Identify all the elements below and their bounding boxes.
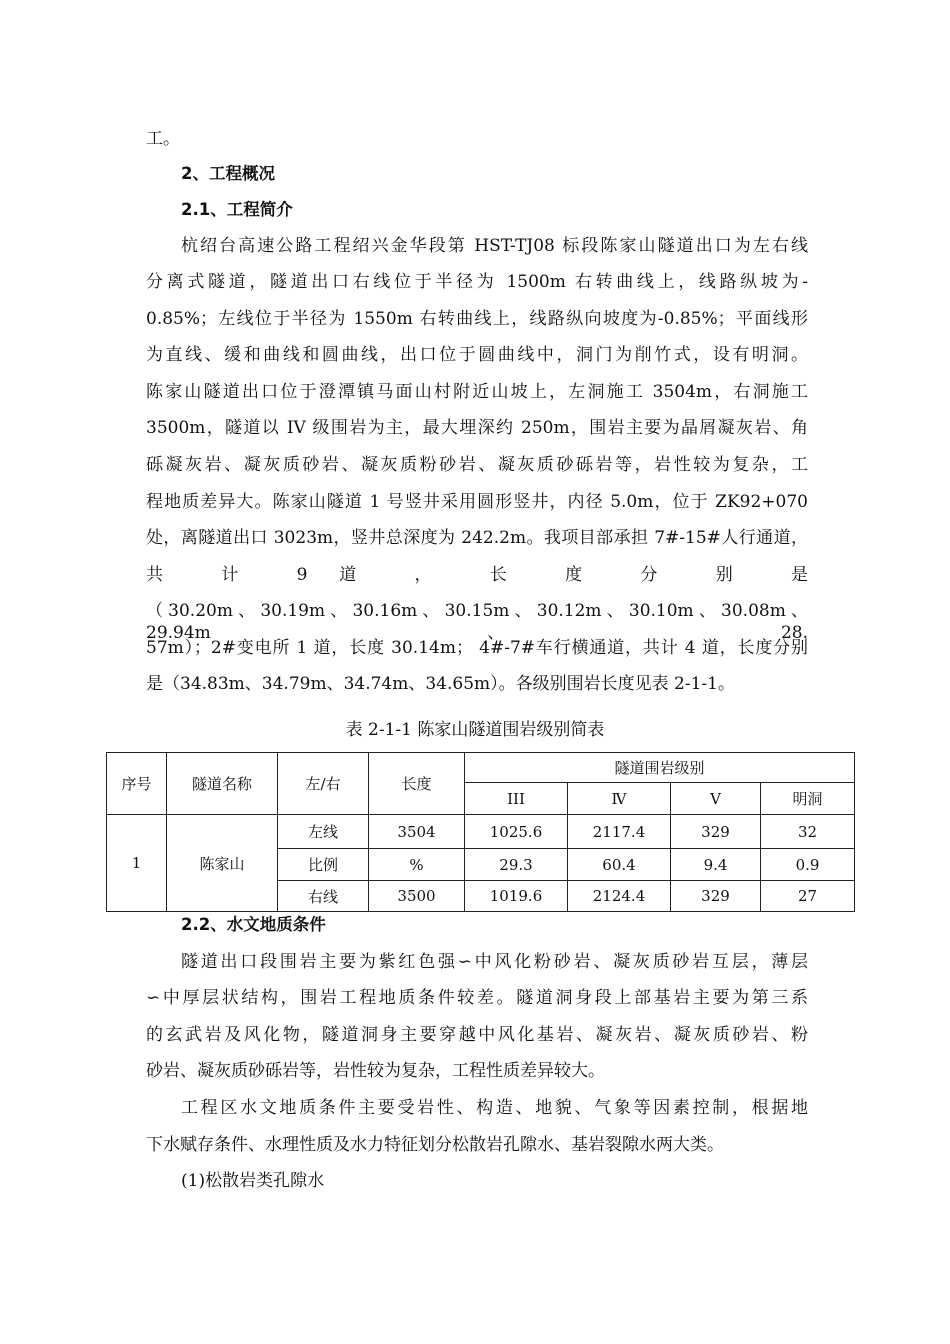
text-line: ∽中厚层状结构，围岩工程地质条件较差。隧道洞身段上部基岩主要为第三系: [146, 988, 808, 1008]
cell-seq: 1: [107, 815, 167, 912]
table-cell: 27: [761, 881, 855, 912]
text-line: 0.85%；左线位于半径为 1550m 右转曲线上，线路纵向坡度为-0.85%；平面线形: [146, 309, 808, 329]
header-rock-grade: 隧道围岩级别: [465, 753, 855, 783]
section-heading: 2、工程概况: [181, 164, 275, 183]
text-line: 下水赋存条件、水理性质及水力特征划分松散岩孔隙水、基岩裂隙水两大类。: [146, 1135, 724, 1155]
header-tunnel-name: 隧道名称: [167, 753, 278, 815]
header-grade-v: V: [671, 783, 761, 815]
table-cell: 29.3: [465, 849, 568, 881]
table-cell: 3500: [369, 881, 465, 912]
table-cell: 60.4: [568, 849, 671, 881]
text-line: 陈家山隧道出口位于澄潭镇马面山村附近山坡上，左洞施工 3504m，右洞施工: [146, 382, 808, 402]
text-line: 是（34.83m、34.79m、34.74m、34.65m）。各级别围岩长度见表 2-1-1。: [146, 674, 735, 694]
table-caption: 表 2-1-1 陈家山隧道围岩级别简表: [345, 720, 605, 740]
table-cell: 2124.4: [568, 881, 671, 912]
text-line: 杭绍台高速公路工程绍兴金华段第 HST-TJ08 标段陈家山隧道出口为左右线: [181, 236, 808, 256]
table-cell: %: [369, 849, 465, 881]
text-line: 砾凝灰岩、凝灰质砂岩、凝灰质粉砂岩、凝灰质砂砾岩等，岩性较为复杂，工: [146, 455, 808, 475]
header-seq: 序号: [107, 753, 167, 815]
header-grade-iv: Ⅳ: [568, 783, 671, 815]
table-cell: 9.4: [671, 849, 761, 881]
subsection-heading: 2.1、工程简介: [181, 200, 293, 219]
header-side: 左/右: [278, 753, 369, 815]
header-length: 长度: [369, 753, 465, 815]
text-line: 工。: [146, 129, 180, 149]
table-cell: 329: [671, 881, 761, 912]
text-line: 砂岩、凝灰质砂砾岩等，岩性较为复杂，工程性质差异较大。: [146, 1061, 605, 1081]
table-cell: 比例: [278, 849, 369, 881]
text-line: 为直线、缓和曲线和圆曲线，出口位于圆曲线中，洞门为削竹式，设有明洞。: [146, 345, 808, 365]
text-line: 处，离隧道出口 3023m，竖井总深度为 242.2m。我项目部承担 7#-15#人行通道，: [146, 528, 808, 548]
text-line: 3500m，隧道以 IV 级围岩为主，最大埋深约 250m，围岩主要为晶屑凝灰岩、角: [146, 418, 808, 438]
rock-grade-table: [106, 752, 855, 912]
header-grade-iii: III: [465, 783, 568, 815]
text-line: 工程区水文地质条件主要受岩性、构造、地貌、气象等因素控制，根据地: [181, 1098, 808, 1118]
table-cell: 2117.4: [568, 815, 671, 849]
table-cell: 32: [761, 815, 855, 849]
text-line: 程地质差异大。陈家山隧道 1 号竖井采用圆形竖井，内径 5.0m，位于 ZK92+070: [146, 492, 808, 512]
table-cell: 左线: [278, 815, 369, 849]
table-row: [107, 815, 855, 849]
table-cell: 329: [671, 815, 761, 849]
text-line: 共 计 9 道 ， 长 度 分 别 是: [146, 565, 808, 585]
table-cell: 3504: [369, 815, 465, 849]
cell-tunnel-name: 陈家山: [167, 815, 278, 912]
text-line: 57m）；2#变电所 1 道，长度 30.14m； 4#-7#车行横通道，共计 4 道，长度分别: [146, 638, 808, 658]
table-cell: 0.9: [761, 849, 855, 881]
header-open-cut: 明洞: [761, 783, 855, 815]
text-line: 隧道出口段围岩主要为紫红色强∽中风化粉砂岩、凝灰质砂岩互层，薄层: [181, 952, 808, 972]
text-line: 分离式隧道，隧道出口右线位于半径为 1500m 右转曲线上，线路纵坡为-: [146, 272, 808, 292]
text-line: （30.20m、30.19m、30.16m、30.15m、30.12m、30.10m、30.08m、29.94m、28.: [146, 601, 808, 643]
subsection-heading: 2.2、水文地质条件: [181, 915, 326, 934]
table-cell: 1025.6: [465, 815, 568, 849]
text-line: 的玄武岩及风化物，隧道洞身主要穿越中风化基岩、凝灰岩、凝灰质砂岩、粉: [146, 1025, 808, 1045]
table-cell: 右线: [278, 881, 369, 912]
text-line: (1)松散岩类孔隙水: [181, 1171, 325, 1191]
table-cell: 1019.6: [465, 881, 568, 912]
